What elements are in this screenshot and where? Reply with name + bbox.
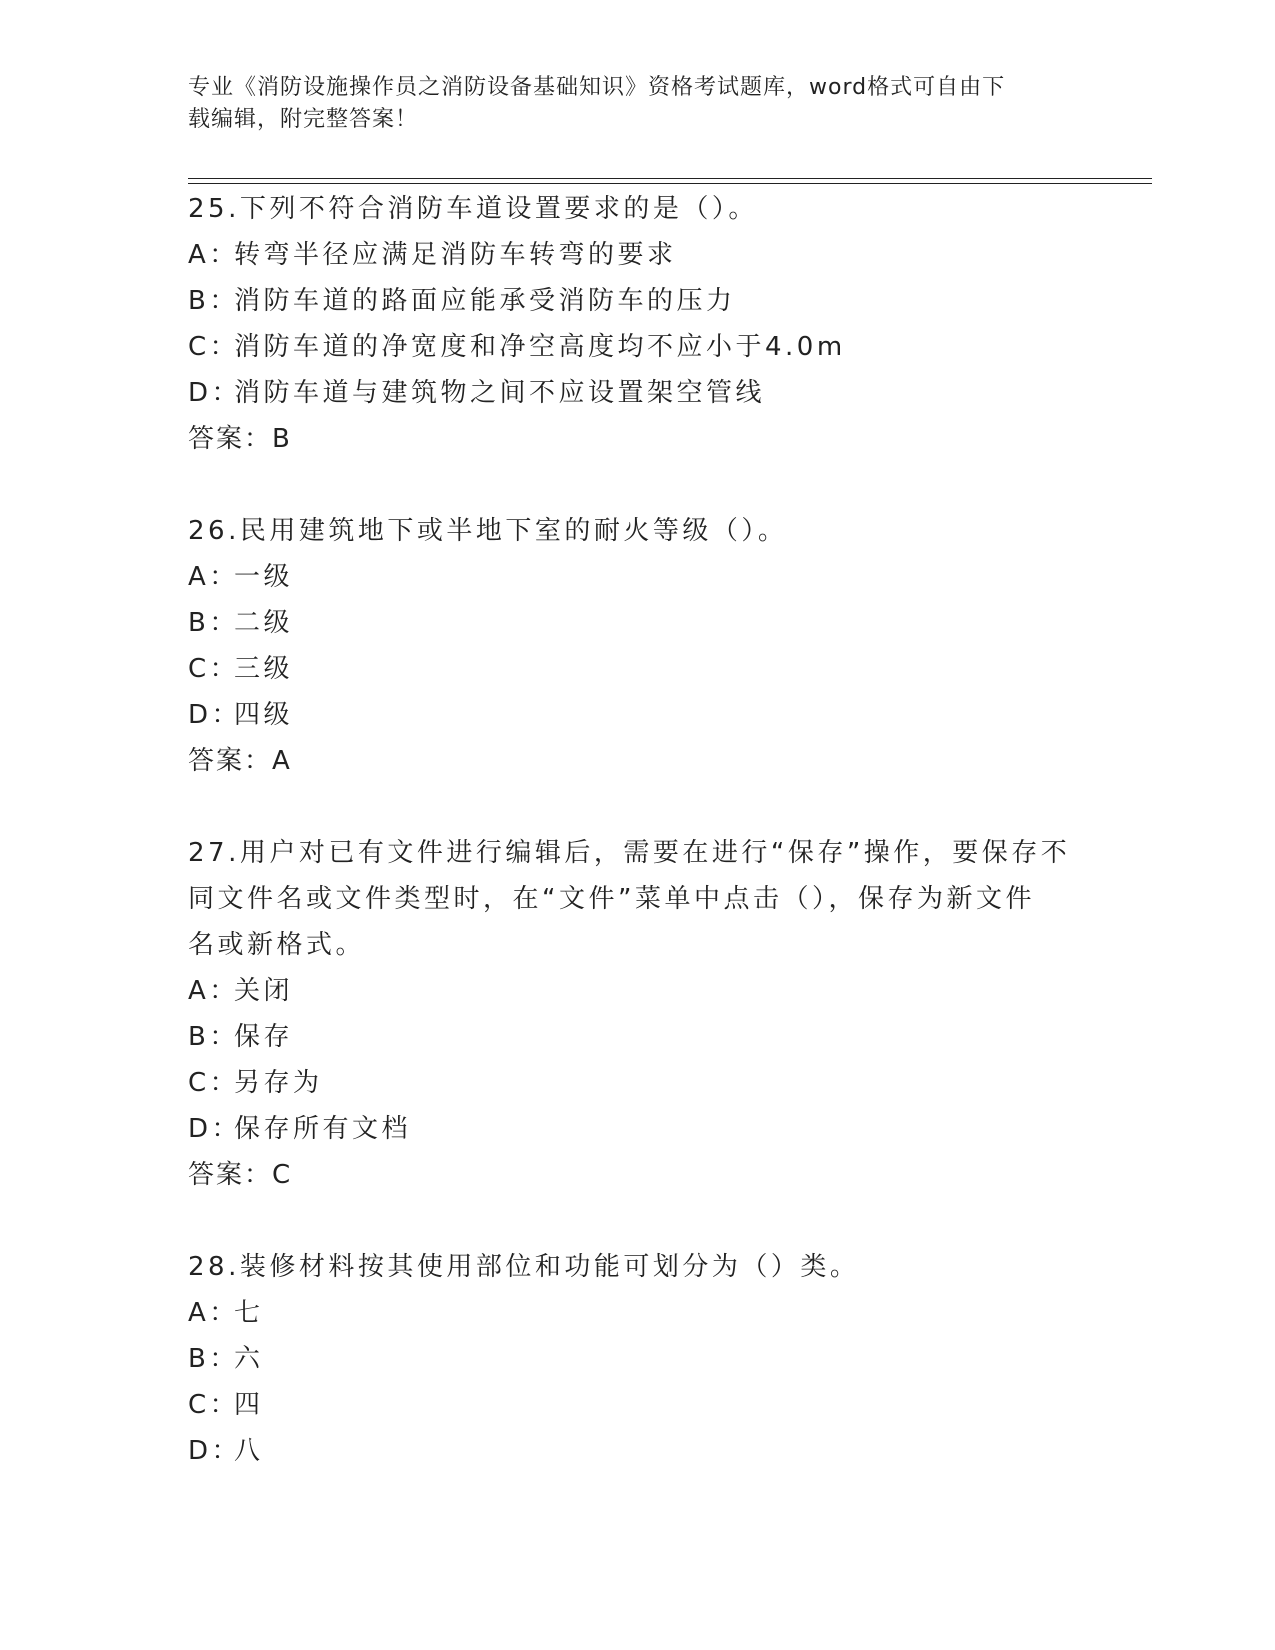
option-text: 消防车道的路面应能承受消防车的压力 bbox=[234, 286, 736, 316]
option-letter: C： bbox=[188, 1068, 240, 1098]
answer-value: A bbox=[272, 746, 292, 776]
option-b bbox=[188, 1336, 1138, 1382]
answer-value: C bbox=[272, 1160, 293, 1190]
header-divider-top bbox=[188, 178, 1152, 179]
answer-line bbox=[188, 416, 1138, 462]
document-header bbox=[188, 72, 1068, 136]
option-letter: C： bbox=[188, 332, 240, 362]
option-b bbox=[188, 600, 1138, 646]
option-letter: A： bbox=[188, 562, 239, 592]
question-stem: 27.用户对已有文件进行编辑后，需要在进行“保存”操作，要保存不 bbox=[188, 838, 1071, 868]
option-d bbox=[188, 370, 1138, 416]
option-text: 保存 bbox=[234, 1022, 294, 1052]
option-letter: D： bbox=[188, 378, 242, 408]
option-b bbox=[188, 278, 1138, 324]
option-d bbox=[188, 692, 1138, 738]
answer-label: 答案： bbox=[188, 1160, 273, 1190]
option-letter: B： bbox=[188, 286, 239, 316]
header-divider-bottom bbox=[188, 183, 1152, 184]
option-text: 一级 bbox=[234, 562, 294, 592]
option-text: 八 bbox=[234, 1436, 264, 1466]
option-b bbox=[188, 1014, 1138, 1060]
header-line: 专业《消防设施操作员之消防设备基础知识》资格考试题库，word格式可自由下 bbox=[188, 75, 1006, 100]
question-25 bbox=[188, 186, 1138, 462]
option-letter: C： bbox=[188, 1390, 240, 1420]
option-letter: B： bbox=[188, 608, 239, 638]
answer-value: B bbox=[272, 424, 292, 454]
question-27 bbox=[188, 830, 1138, 1198]
header-line: 载编辑，附完整答案！ bbox=[188, 107, 419, 132]
option-letter: A： bbox=[188, 976, 239, 1006]
option-a bbox=[188, 554, 1138, 600]
option-d bbox=[188, 1106, 1138, 1152]
option-letter: A： bbox=[188, 240, 239, 270]
option-text: 保存所有文档 bbox=[234, 1114, 412, 1144]
option-c bbox=[188, 646, 1138, 692]
option-letter: B： bbox=[188, 1022, 239, 1052]
option-letter: C： bbox=[188, 654, 240, 684]
option-text: 转弯半径应满足消防车转弯的要求 bbox=[234, 240, 677, 270]
option-c bbox=[188, 1382, 1138, 1428]
option-c bbox=[188, 324, 1138, 370]
option-letter: A： bbox=[188, 1298, 239, 1328]
answer-line bbox=[188, 738, 1138, 784]
answer-label: 答案： bbox=[188, 746, 273, 776]
option-a bbox=[188, 1290, 1138, 1336]
option-c bbox=[188, 1060, 1138, 1106]
option-text: 三级 bbox=[234, 654, 294, 684]
option-a bbox=[188, 232, 1138, 278]
option-letter: D： bbox=[188, 1436, 242, 1466]
question-stem: 26.民用建筑地下或半地下室的耐火等级（）。 bbox=[188, 516, 788, 546]
question-stem: 同文件名或文件类型时，在“文件”菜单中点击（），保存为新文件 bbox=[188, 884, 1035, 914]
option-letter: B： bbox=[188, 1344, 239, 1374]
answer-line bbox=[188, 1152, 1138, 1198]
question-stem: 28.装修材料按其使用部位和功能可划分为（）类。 bbox=[188, 1252, 860, 1282]
question-stem: 名或新格式。 bbox=[188, 930, 366, 960]
option-text: 消防车道与建筑物之间不应设置架空管线 bbox=[234, 378, 766, 408]
option-letter: D： bbox=[188, 700, 242, 730]
question-stem: 25.下列不符合消防车道设置要求的是（）。 bbox=[188, 194, 758, 224]
question-26 bbox=[188, 508, 1138, 784]
option-text: 六 bbox=[234, 1344, 264, 1374]
question-list bbox=[188, 186, 1138, 1520]
option-letter: D： bbox=[188, 1114, 242, 1144]
option-text: 关闭 bbox=[234, 976, 294, 1006]
option-text: 另存为 bbox=[234, 1068, 323, 1098]
option-text: 四级 bbox=[234, 700, 294, 730]
option-d bbox=[188, 1428, 1138, 1474]
option-text: 二级 bbox=[234, 608, 294, 638]
option-text: 七 bbox=[234, 1298, 264, 1328]
option-text: 消防车道的净宽度和净空高度均不应小于4.0m bbox=[234, 332, 846, 362]
option-a bbox=[188, 968, 1138, 1014]
answer-label: 答案： bbox=[188, 424, 273, 454]
option-text: 四 bbox=[234, 1390, 264, 1420]
question-28 bbox=[188, 1244, 1138, 1474]
